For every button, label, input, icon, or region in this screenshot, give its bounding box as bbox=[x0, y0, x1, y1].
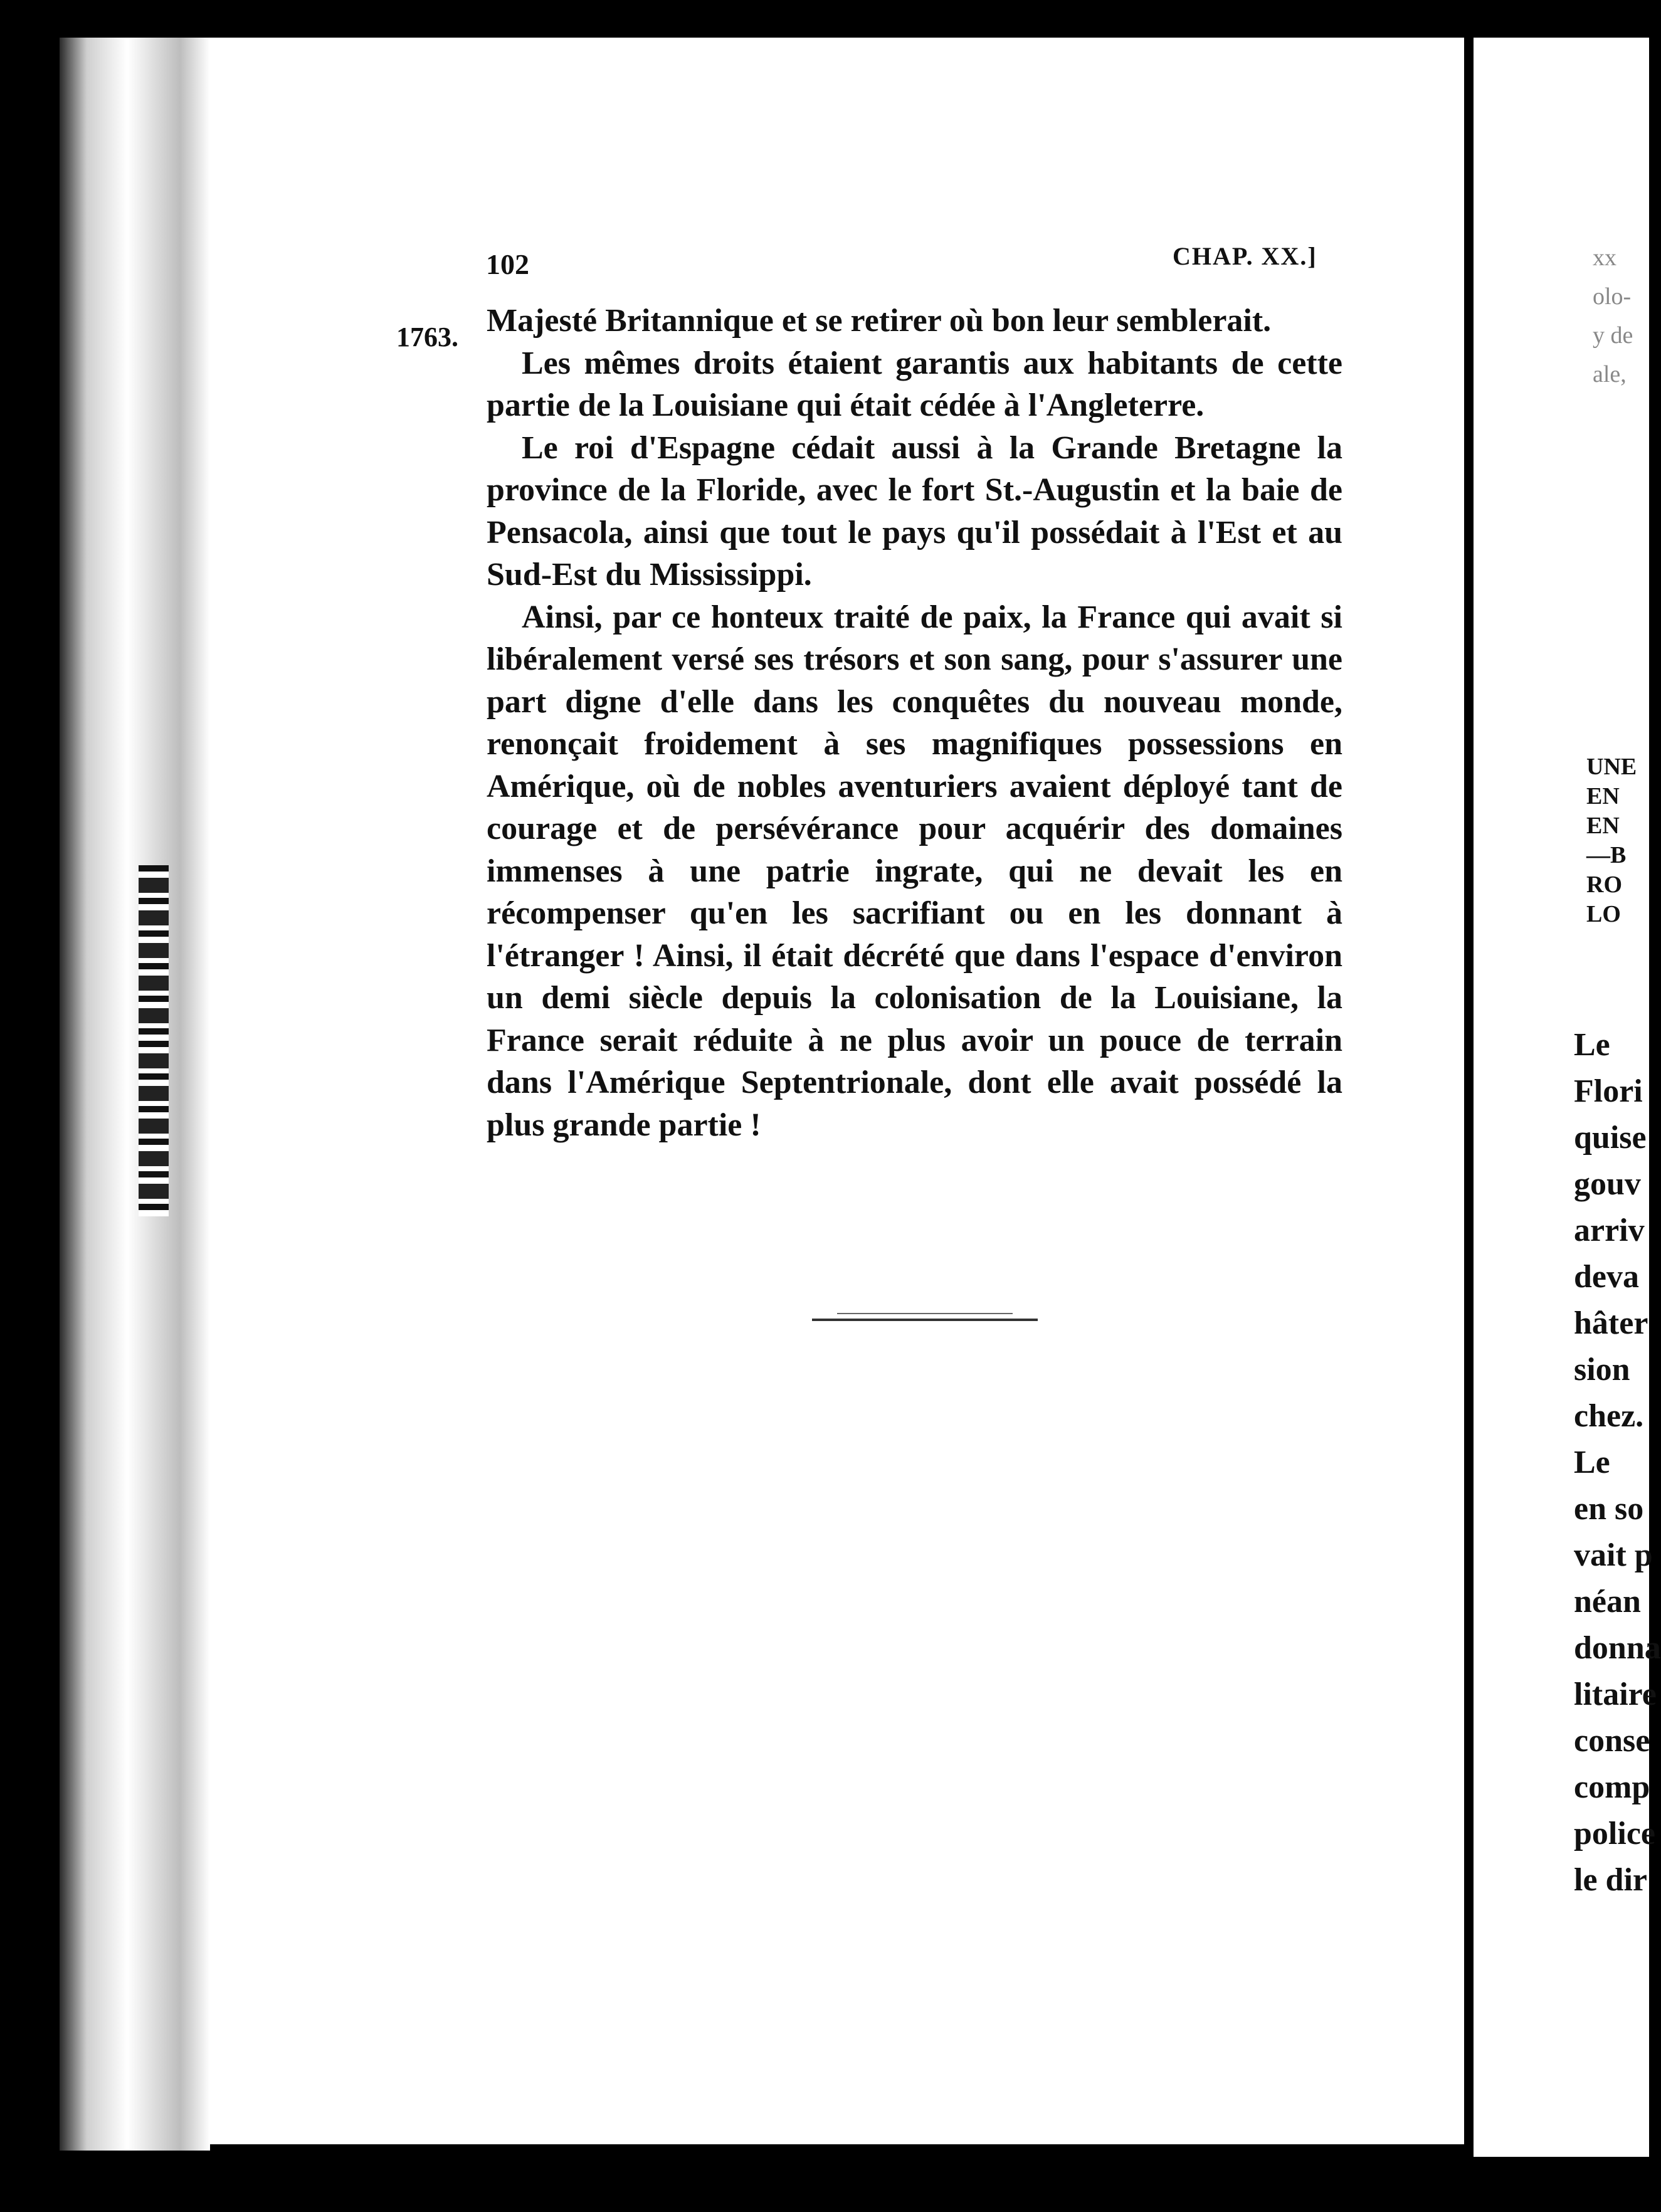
paragraph: Majesté Britannique et se retirer où bon leur semblerait. bbox=[487, 303, 1272, 339]
right-faint-line: xx bbox=[1593, 245, 1616, 271]
page-number: 102 bbox=[486, 248, 529, 280]
right-body-line: donna bbox=[1574, 1630, 1661, 1666]
right-page-body bbox=[1574, 1022, 1661, 1904]
paragraph: Le roi d'Espagne cédait aussi à la Grande Bretagne la province de la Floride, avec le fort St.-Augustin et la baie de Pensacola, ainsi que tout le pays qu'il possédait à l'Est et au Sud-Est du Mississippi. bbox=[487, 429, 1342, 592]
right-body-line: le dir bbox=[1574, 1862, 1647, 1898]
right-heading-line: EN bbox=[1586, 813, 1620, 839]
right-faint-line: olo- bbox=[1593, 283, 1632, 310]
right-body-line: chez. bbox=[1574, 1398, 1644, 1434]
right-heading-line: LO bbox=[1586, 901, 1621, 927]
right-faint-line: ale, bbox=[1593, 361, 1627, 387]
page-gutter bbox=[1464, 38, 1474, 2169]
spine-lettering-mark bbox=[139, 865, 169, 1041]
spine-lettering bbox=[110, 865, 198, 1216]
right-body-line: hâter bbox=[1574, 1305, 1648, 1341]
paragraph: Ainsi, par ce honteux traité de paix, la France qui avait si libéralement versé ses trésors et son sang, pour s'assurer une part digne d'elle dans les conquêtes du nouveau monde, renonçait froidement à ses magnifiques possessions en Amérique, où de nobles aventuriers avaient déployé tant de courage et de persévérance pour acquérir des domaines immenses à une patrie ingrate, qui ne devait les en récompenser qu'en les sacrifiant ou en les donnant à l'étranger ! Ainsi, il était décrété que dans l'espace d'environ un demi siècle depuis la colonisation de la Louisiane, la France serait réduite à ne plus avoir un pouce de terrain dans l'Amérique Septentrionale, dont elle avait possédé la plus grande partie ! bbox=[487, 599, 1342, 1143]
right-heading-line: RO bbox=[1586, 872, 1622, 898]
section-rule-thin bbox=[837, 1313, 1013, 1314]
right-body-line: gouv bbox=[1574, 1166, 1641, 1202]
right-heading-line: —B bbox=[1586, 842, 1627, 868]
body-text bbox=[487, 300, 1342, 1146]
right-body-line: vait p bbox=[1574, 1537, 1653, 1573]
paragraph: Les mêmes droits étaient garantis aux habitants de cette partie de la Louisiane qui était cédée à l'Angleterre. bbox=[487, 345, 1342, 423]
margin-year: 1763. bbox=[396, 322, 458, 352]
section-rule bbox=[812, 1319, 1038, 1321]
right-heading-line: EN bbox=[1586, 783, 1620, 809]
right-body-line: sion bbox=[1574, 1352, 1630, 1388]
right-page-faint-text bbox=[1593, 238, 1649, 394]
right-body-line: deva bbox=[1574, 1259, 1639, 1295]
right-body-line: Le bbox=[1574, 1027, 1610, 1063]
right-body-line: police bbox=[1574, 1816, 1655, 1851]
right-body-line: comp bbox=[1574, 1769, 1650, 1805]
right-faint-line: y de bbox=[1593, 322, 1633, 349]
right-body-line: conse bbox=[1574, 1723, 1650, 1759]
spine-lettering-mark bbox=[139, 1041, 169, 1216]
right-body-line: arriv bbox=[1574, 1213, 1645, 1248]
right-body-line: en so bbox=[1574, 1491, 1644, 1527]
right-body-line: Flori bbox=[1574, 1073, 1643, 1109]
right-heading-line: UNE bbox=[1586, 754, 1637, 780]
running-head: CHAP. XX.] bbox=[1173, 242, 1317, 270]
right-body-line: Le bbox=[1574, 1445, 1610, 1480]
right-body-line: litaire bbox=[1574, 1677, 1657, 1712]
right-body-line: néan bbox=[1574, 1584, 1641, 1620]
right-body-line: quise bbox=[1574, 1120, 1647, 1156]
right-page-heading bbox=[1586, 752, 1649, 929]
